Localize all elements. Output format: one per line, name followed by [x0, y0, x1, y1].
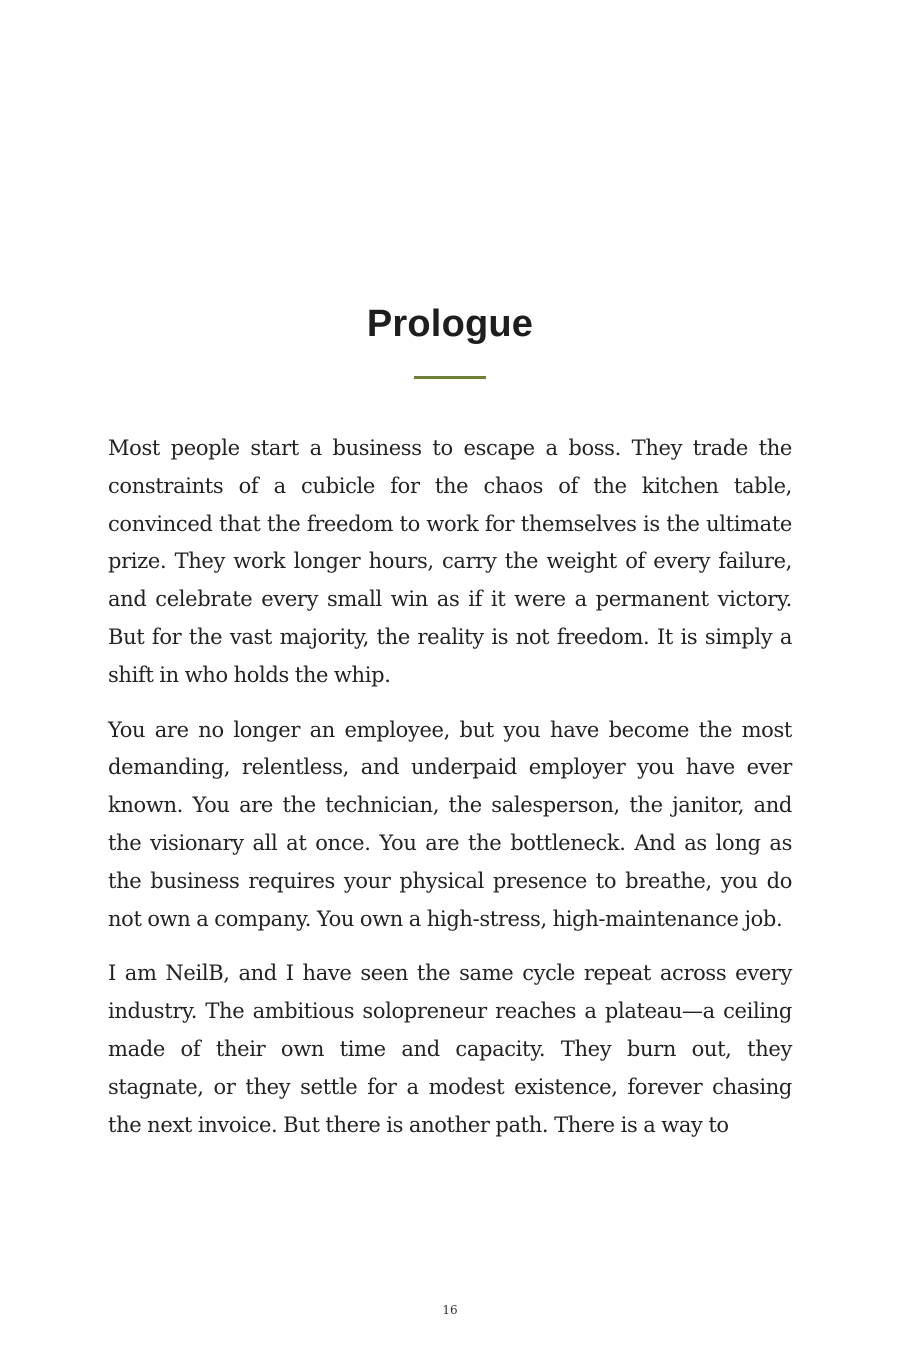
chapter-title: Prologue [366, 303, 534, 345]
paragraph-2: You are no longer an employee, but you have become the most demanding, relentless, and underpaid employer you have ever known. You are the technician, the salesperson, the janitor, and the visionary all at once. You are the bottleneck. And as long as the business requires your physical presence to breathe, you do not own a company. You own a high-stress, high-maintenance job. [108, 717, 792, 931]
title-divider [414, 376, 486, 379]
chapter-body [108, 430, 792, 1161]
page-number: 16 [442, 1303, 458, 1317]
paragraph-1: Most people start a business to escape a boss. They trade the constraints of a cubicle for the chaos of the kitchen table, convinced that the freedom to work for themselves is the ultimate prize. They work longer hours, carry the weight of every failure, and celebrate every small win as if it were a permanent victory. But for the vast majority, the reality is not freedom. It is simply a shift in who holds the whip. [108, 436, 792, 687]
paragraph-3: I am NeilB, and I have seen the same cycle repeat across every industry. The ambitious solopreneur reaches a plateau—a ceiling made of their own time and capacity. They burn out, they stagnate, or they settle for a modest existence, forever chasing the next invoice. But there is another path. There is a way to [108, 961, 792, 1137]
